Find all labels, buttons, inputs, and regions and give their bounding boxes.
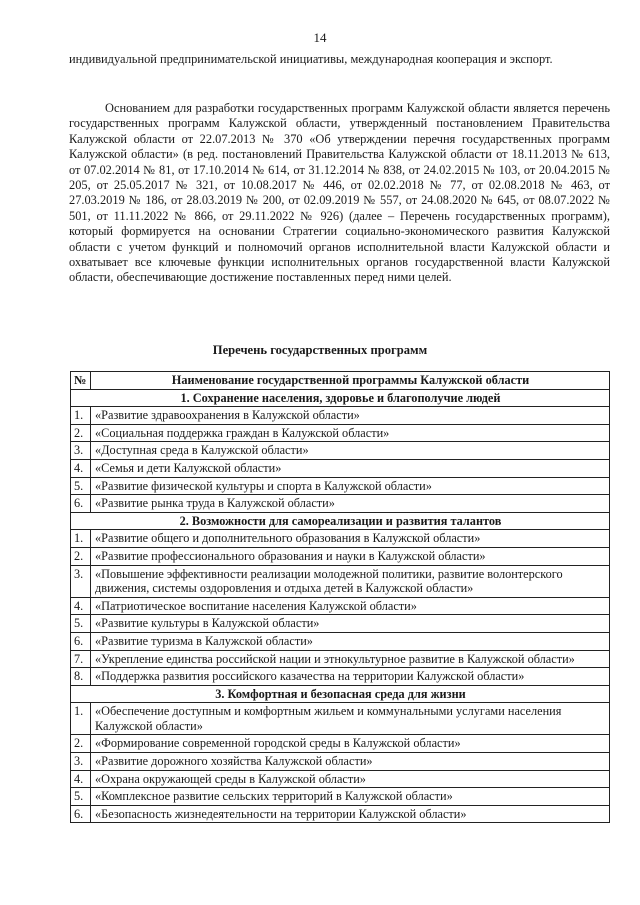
program-name: «Развитие туризма в Калужской области» bbox=[91, 632, 610, 650]
row-number: 3. bbox=[71, 753, 91, 771]
row-number: 3. bbox=[71, 565, 91, 597]
header-num-cell: № bbox=[71, 372, 91, 390]
program-name: «Поддержка развития российского казачества на территории Калужской области» bbox=[91, 668, 610, 686]
row-number: 5. bbox=[71, 477, 91, 495]
table-row bbox=[71, 424, 610, 442]
table-row bbox=[71, 407, 610, 425]
program-name: «Безопасность жизнедеятельности на территории Калужской области» bbox=[91, 805, 610, 823]
program-name: «Повышение эффективности реализации молодежной политики, развитие волонтерского движения, системы оздоровления и отдыха детей в Калужской области» bbox=[91, 565, 610, 597]
row-number: 2. bbox=[71, 424, 91, 442]
row-number: 7. bbox=[71, 650, 91, 668]
table-row bbox=[71, 565, 610, 597]
program-name: «Развитие здравоохранения в Калужской области» bbox=[91, 407, 610, 425]
table-row bbox=[71, 459, 610, 477]
table-row bbox=[71, 650, 610, 668]
table-row bbox=[71, 735, 610, 753]
row-number: 4. bbox=[71, 459, 91, 477]
list-title: Перечень государственных программ bbox=[212, 343, 428, 357]
row-number: 4. bbox=[71, 597, 91, 615]
row-number: 6. bbox=[71, 805, 91, 823]
table-row bbox=[71, 753, 610, 771]
table-row bbox=[71, 547, 610, 565]
program-name: «Комплексное развитие сельских территорий в Калужской области» bbox=[91, 788, 610, 806]
section-title: 3. Комфортная и безопасная среда для жизни bbox=[71, 685, 610, 703]
program-name: «Формирование современной городской среды в Калужской области» bbox=[91, 735, 610, 753]
program-name: «Развитие культуры в Калужской области» bbox=[91, 615, 610, 633]
program-name: «Укрепление единства российской нации и этнокультурное развитие в Калужской области» bbox=[91, 650, 610, 668]
intro-paragraph-continuation: индивидуальной предпринимательской инициативы, международная кооперация и экспорт. bbox=[69, 52, 553, 66]
row-number: 5. bbox=[71, 788, 91, 806]
table-row bbox=[71, 442, 610, 460]
table-row bbox=[71, 668, 610, 686]
program-name: «Социальная поддержка граждан в Калужской области» bbox=[91, 424, 610, 442]
table-row bbox=[71, 632, 610, 650]
program-name: «Охрана окружающей среды в Калужской области» bbox=[91, 770, 610, 788]
program-name: «Семья и дети Калужской области» bbox=[91, 459, 610, 477]
row-number: 1. bbox=[71, 703, 91, 735]
program-name: «Развитие дорожного хозяйства Калужской области» bbox=[91, 753, 610, 771]
table-row bbox=[71, 805, 610, 823]
row-number: 4. bbox=[71, 770, 91, 788]
row-number: 1. bbox=[71, 530, 91, 548]
program-name: «Развитие рынка труда в Калужской области» bbox=[91, 495, 610, 513]
section-row bbox=[71, 389, 610, 407]
row-number: 1. bbox=[71, 407, 91, 425]
table-row bbox=[71, 615, 610, 633]
section-title: 1. Сохранение населения, здоровье и благополучие людей bbox=[71, 389, 610, 407]
table-row bbox=[71, 788, 610, 806]
program-name: «Патриотическое воспитание населения Калужской области» bbox=[91, 597, 610, 615]
header-name-cell: Наименование государственной программы Калужской области bbox=[91, 372, 610, 390]
row-number: 6. bbox=[71, 632, 91, 650]
table-row bbox=[71, 597, 610, 615]
programs-table bbox=[70, 371, 610, 823]
row-number: 5. bbox=[71, 615, 91, 633]
program-name: «Доступная среда в Калужской области» bbox=[91, 442, 610, 460]
row-number: 2. bbox=[71, 547, 91, 565]
table-row bbox=[71, 477, 610, 495]
row-number: 8. bbox=[71, 668, 91, 686]
row-number: 3. bbox=[71, 442, 91, 460]
section-title: 2. Возможности для самореализации и развития талантов bbox=[71, 512, 610, 530]
section-row bbox=[71, 685, 610, 703]
program-name: «Обеспечение доступным и комфортным жильем и коммунальными услугами населения Калужской области» bbox=[91, 703, 610, 735]
table-header-row bbox=[71, 372, 610, 390]
page-number: 14 bbox=[313, 30, 327, 45]
row-number: 6. bbox=[71, 495, 91, 513]
program-name: «Развитие общего и дополнительного образования в Калужской области» bbox=[91, 530, 610, 548]
section-row bbox=[71, 512, 610, 530]
row-number: 2. bbox=[71, 735, 91, 753]
table-row bbox=[71, 530, 610, 548]
table-row bbox=[71, 703, 610, 735]
program-name: «Развитие физической культуры и спорта в Калужской области» bbox=[91, 477, 610, 495]
table-row bbox=[71, 770, 610, 788]
table-row bbox=[71, 495, 610, 513]
program-name: «Развитие профессионального образования и науки в Калужской области» bbox=[91, 547, 610, 565]
basis-paragraph: Основанием для разработки государственных программ Калужской области является перечень государственных программ Калужской области, утвержденный постановлением Правительства Калужской области от 22.07.2013 № 370 «Об утверждении перечня государственных программ Калужской области» (в ред. постановлений Правительства Калужской области от 18.11.2013 № 613, от 07.02.2014 № 81, от 17.10.2014 № 614, от 31.12.2014 № 838, от 24.02.2015 № 103, от 20.04.2015 № 205, от 25.05.2017 № 321, от 10.08.2017 № 446, от 02.02.2018 № 77, от 02.08.2018 № 463, от 27.03.2019 № 186, от 28.03.2019 № 200, от 02.09.2019 № 557, от 24.08.2020 № 645, от 08.07.2022 № 501, от 11.11.2022 № 866, от 29.11.2022 № 926) (далее – Перечень государственных программ), который формируется на основании Стратегии социально-экономического развития Калужской области с учетом функций и полномочий органов исполнительной власти Калужской области и охватывает все ключевые функции исполнительных органов государственной власти Калужской области, обеспечивающие достижение поставленных перед ними целей. bbox=[69, 101, 610, 285]
